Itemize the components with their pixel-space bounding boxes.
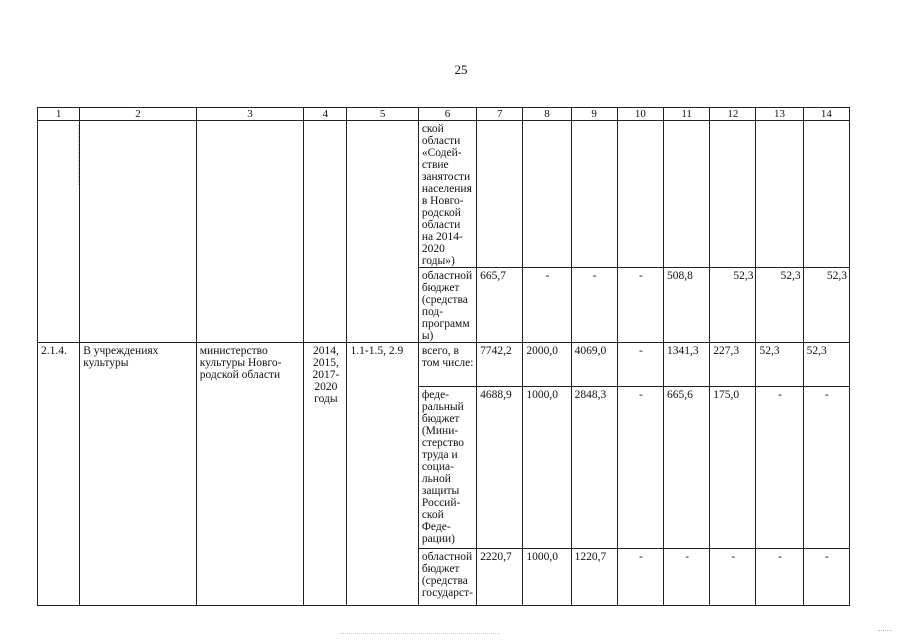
value-cell: 665,7 (477, 268, 523, 343)
cell-empty (756, 121, 803, 268)
value-cell: 52,3 (756, 343, 803, 387)
value-cell: 52,3 (710, 268, 756, 343)
value-cell: 175,0 (710, 387, 756, 549)
value-cell: 665,6 (664, 387, 710, 549)
column-number: 9 (571, 108, 617, 121)
funding-source-cell: всего, в том числе: (418, 343, 476, 387)
item-name: В учреждениях культуры (80, 343, 197, 606)
budget-table (37, 107, 850, 606)
column-number: 4 (304, 108, 347, 121)
value-cell: 2000,0 (523, 343, 571, 387)
column-number: 14 (803, 108, 849, 121)
cell-empty (80, 121, 197, 343)
value-cell: - (803, 387, 849, 549)
column-number: 7 (477, 108, 523, 121)
funding-source-cell: областной бюджет (средства государст- (418, 549, 476, 606)
cell-empty (803, 121, 849, 268)
value-cell: - (617, 549, 663, 606)
page-number: 25 (454, 62, 468, 77)
cell-empty (347, 121, 418, 343)
value-cell: 1000,0 (523, 549, 571, 606)
item-code: 2.1.4. (38, 343, 80, 606)
value-cell: - (617, 387, 663, 549)
column-number: 2 (80, 108, 197, 121)
value-cell: 508,8 (664, 268, 710, 343)
value-cell: - (710, 549, 756, 606)
value-cell: - (617, 343, 663, 387)
value-cell: 1341,3 (664, 343, 710, 387)
scan-artifact (878, 630, 892, 635)
column-number: 12 (710, 108, 756, 121)
value-cell: 4069,0 (571, 343, 617, 387)
value-cell: 1220,7 (571, 549, 617, 606)
value-cell: 2848,3 (571, 387, 617, 549)
cell-empty (196, 121, 304, 343)
item-period: 2014, 2015, 2017-2020 годы (304, 343, 347, 606)
column-number: 8 (523, 108, 571, 121)
cell-empty (523, 121, 571, 268)
value-cell: - (571, 268, 617, 343)
cell-empty (38, 121, 80, 343)
cell-empty (617, 121, 663, 268)
cell-empty (304, 121, 347, 343)
cell-empty (664, 121, 710, 268)
funding-source-cell: феде-ральный бюджет (Мини-стерство труда и социа-льной защиты Россий-ской Феде-рации) (418, 387, 476, 549)
value-cell: - (664, 549, 710, 606)
scan-artifact (340, 633, 500, 637)
column-number: 3 (196, 108, 304, 121)
value-cell: - (756, 549, 803, 606)
value-cell: 2220,7 (477, 549, 523, 606)
value-cell: 7742,2 (477, 343, 523, 387)
value-cell: 52,3 (803, 268, 849, 343)
item-executor: министерство культуры Новго-родской области (196, 343, 304, 606)
column-number: 11 (664, 108, 710, 121)
column-number: 13 (756, 108, 803, 121)
value-cell: 4688,9 (477, 387, 523, 549)
value-cell: - (617, 268, 663, 343)
value-cell: - (803, 549, 849, 606)
column-number: 1 (38, 108, 80, 121)
cell-empty (710, 121, 756, 268)
column-number: 10 (617, 108, 663, 121)
scan-artifact (78, 125, 80, 185)
table-row (38, 121, 850, 268)
funding-source-cell: ской области «Содей-ствие занятости населения в Новго-родской области на 2014-2020 годы») (418, 121, 476, 268)
cell-empty (477, 121, 523, 268)
cell-empty (571, 121, 617, 268)
column-number: 5 (347, 108, 418, 121)
value-cell: 52,3 (803, 343, 849, 387)
value-cell: 227,3 (710, 343, 756, 387)
column-number: 6 (418, 108, 476, 121)
table-row (38, 343, 850, 387)
value-cell: - (756, 387, 803, 549)
value-cell: 1000,0 (523, 387, 571, 549)
value-cell: 52,3 (756, 268, 803, 343)
value-cell: - (523, 268, 571, 343)
funding-source-cell: областной бюджет (средства под-программы) (418, 268, 476, 343)
item-indicators: 1.1-1.5, 2.9 (347, 343, 418, 606)
column-number-row (38, 108, 850, 121)
